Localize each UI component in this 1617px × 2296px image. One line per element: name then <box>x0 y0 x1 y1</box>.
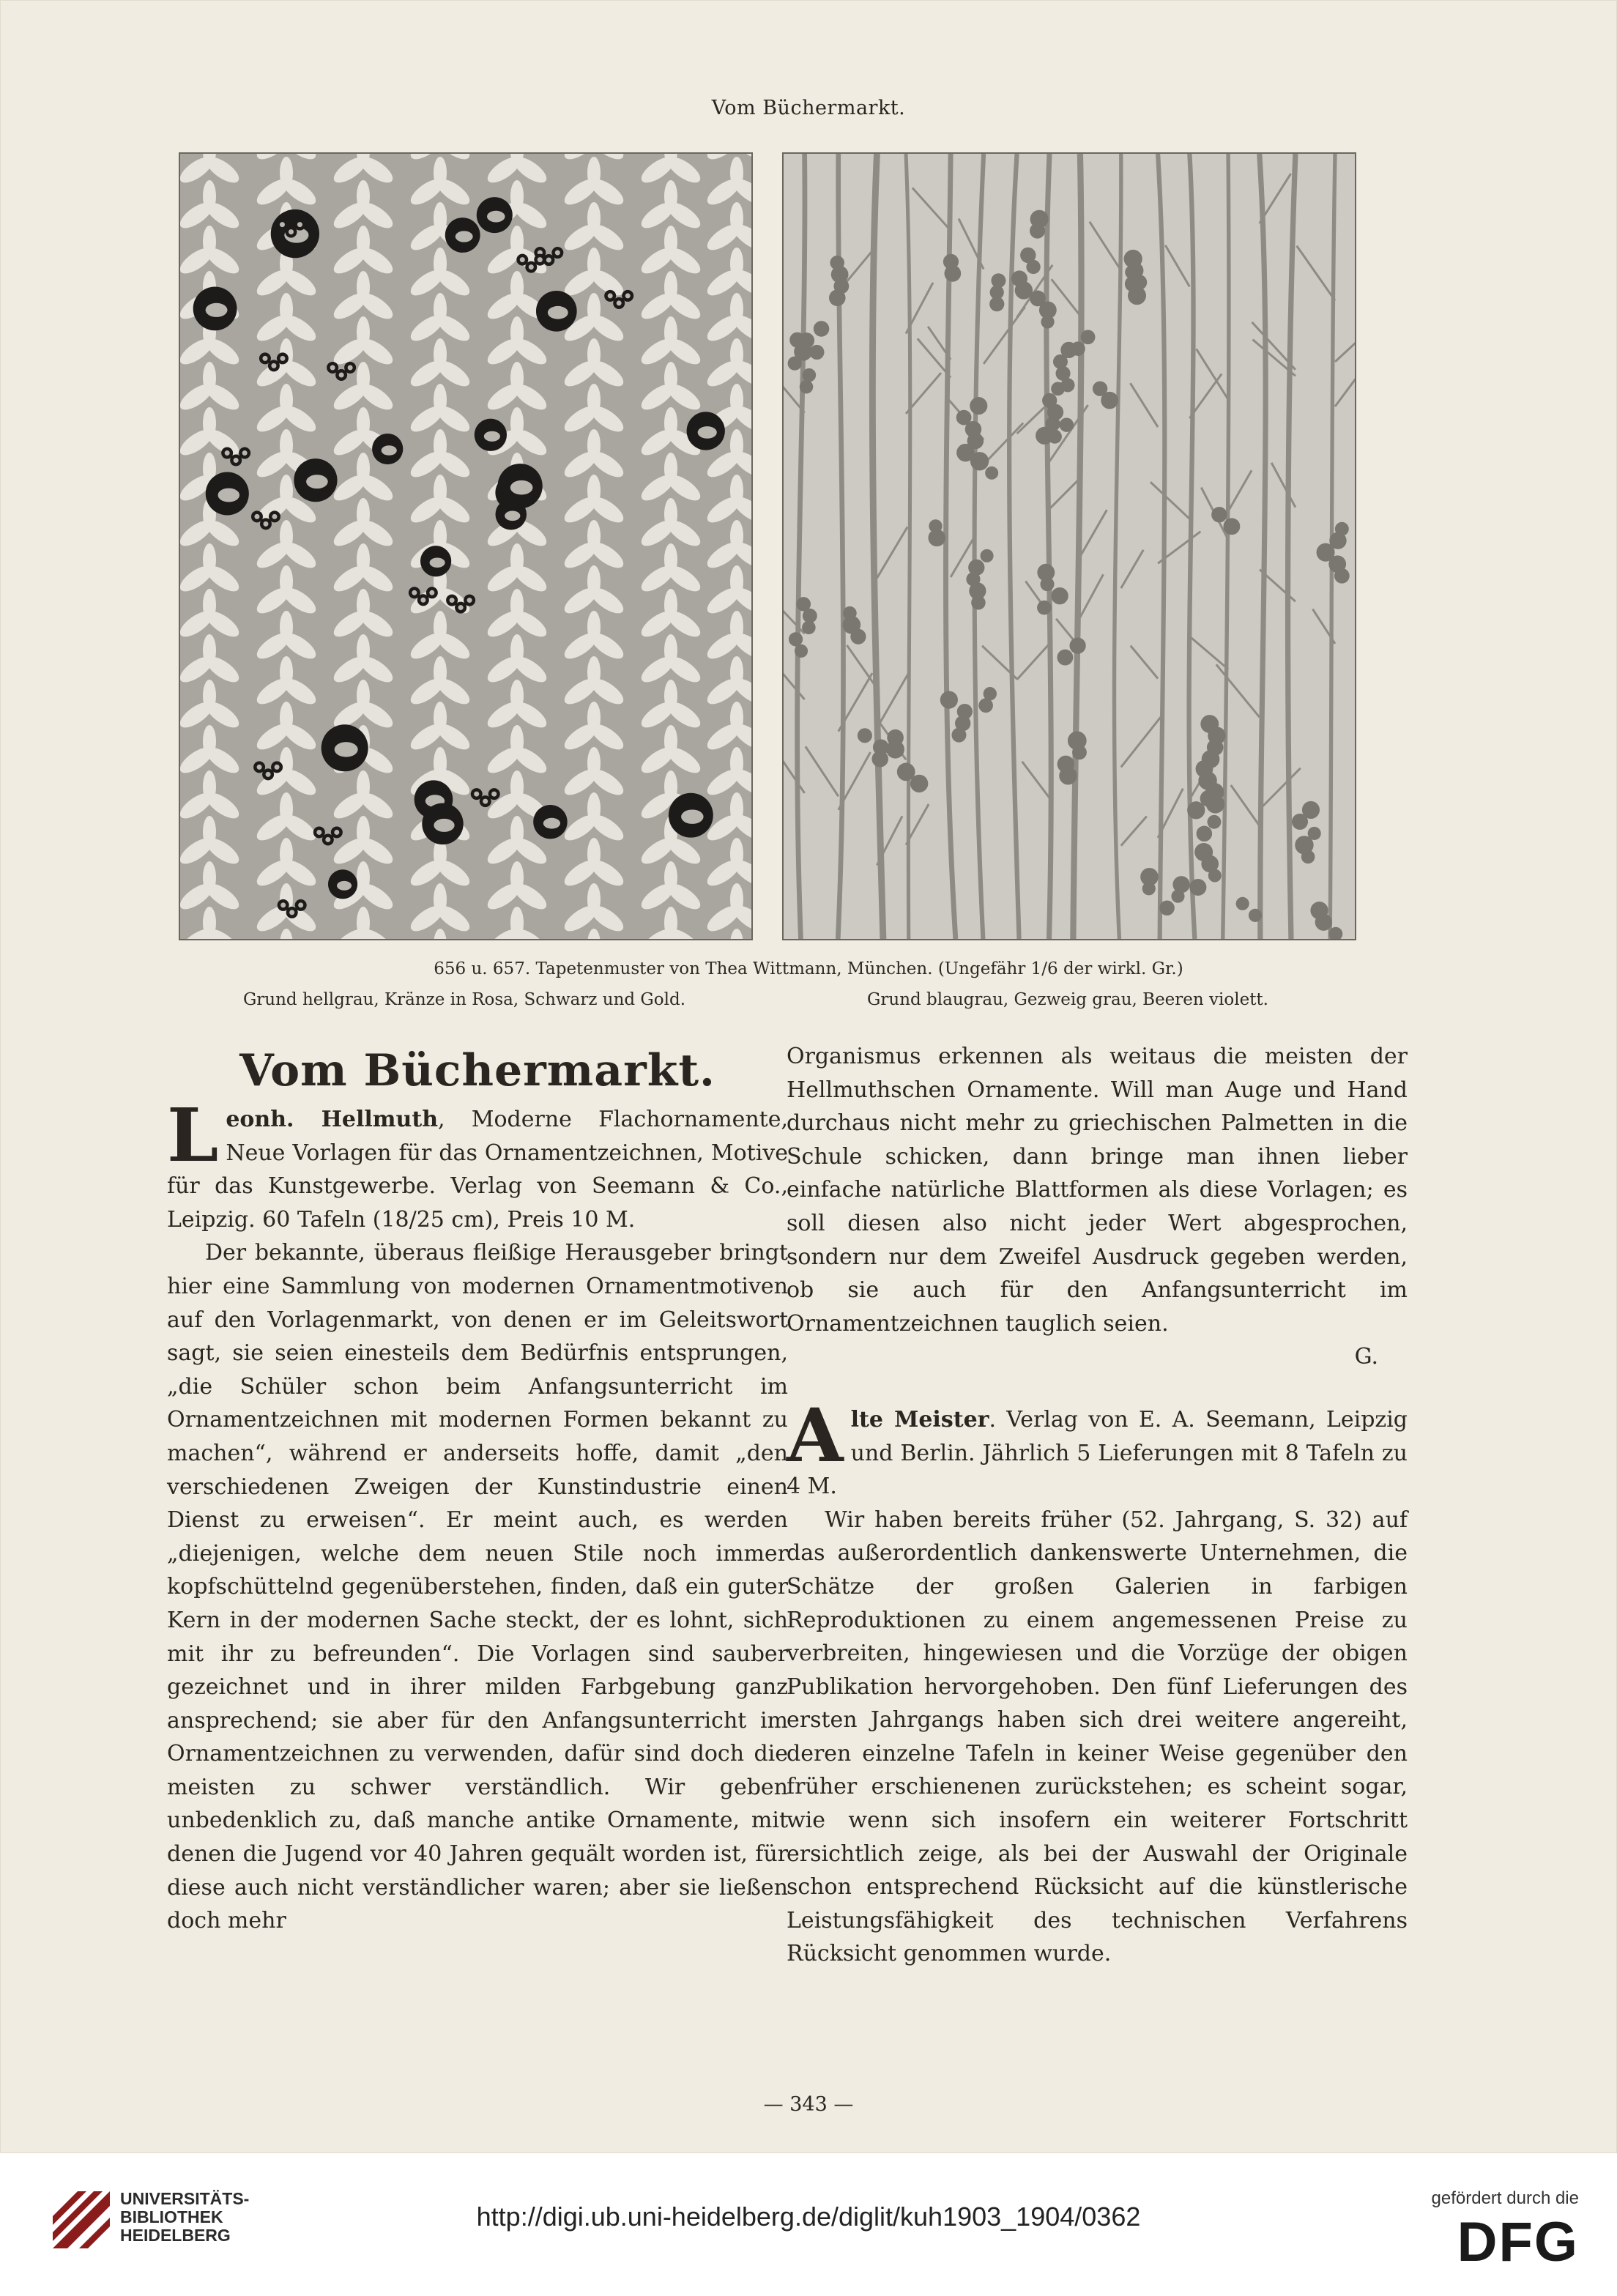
continuation-text: Organismus erkennen als weitaus die meisten der Hellmuthschen Ornamente. Will man Auge und Hand durchaus nicht mehr zu griechischen Palmetten in die Schule schicken, dann bringe man ihnen lieber einfache natürliche Blattformen als diese Vorlagen; es soll diesen also nicht jeder Wert abgesprochen, sondern nur dem Zweifel Ausdruck gegeben werden, ob sie auch für den Anfangsunterricht im Ornamentzeichnen tauglich seien. <box>787 1044 1408 1337</box>
library-line: HEIDELBERG <box>120 2226 231 2245</box>
berry-branch-pattern-illustration <box>784 154 1355 939</box>
review-hellmuth-continuation <box>787 1040 1408 1340</box>
review-author: lte Meister <box>850 1406 989 1433</box>
page-number: — 343 — <box>763 2093 854 2116</box>
library-line: BIBLIOTHEK <box>120 2207 223 2226</box>
review-bibliography: . Verlag von E. A. Seemann, Leipzig und Berlin. Jährlich 5 Lieferungen mit 8 Tafeln zu 4 M. <box>787 1406 1408 1500</box>
review-bibliography: , Moderne Flachornamente, Neue Vorlagen für das Ornamentzeichnen, Motive für das Kunstgewerbe. Verlag von Seemann & Co., Leipzig. 60 Tafeln (18/25 cm), Preis 10 M. <box>167 1107 788 1233</box>
signature-line <box>787 1340 1408 1374</box>
wallpaper-plate-656 <box>179 152 753 940</box>
library-line: UNIVERSITÄTS- <box>120 2189 250 2208</box>
text-column-left <box>167 1040 788 1938</box>
plate-caption: 656 u. 657. Tapetenmuster von Thea Wittmann, München. (Ungefähr 1/6 der wirkl. Gr.) <box>434 959 1183 978</box>
wreath-pattern-illustration <box>180 154 751 939</box>
plate-caption-right: Grund blaugrau, Gezweig grau, Beeren violett. <box>867 990 1268 1009</box>
wallpaper-plate-657 <box>782 152 1356 940</box>
text-column-right <box>787 1040 1408 1971</box>
funding-note: gefördert durch die <box>1431 2188 1579 2208</box>
digitization-footer <box>0 2153 1617 2296</box>
review-alte-meister-body: Wir haben bereits früher (52. Jahrgang, S. 32) auf das außerordentlich dankenswerte Unternehmen, die Schätze der großen Galerien in farbigen Reproduktionen zu einem angemessenen Preise zu verbreiten, hingewiesen und die Vorzüge der obigen Publikation hervorgehoben. Den fünf Lieferungen des ersten Jahrgangs haben sich drei weitere angereiht, deren einzelne Tafeln in keiner Weise gegenüber den früher erschienenen zurückstehen; es scheint sogar, wie wenn sich insofern ein weiterer Fortschritt ersichtlich zeige, als bei der Auswahl der Originale schon entsprechend Rücksicht auf die künstlerische Leistungsfähigkeit des technischen Verfahrens Rücksicht genommen wurde. <box>787 1506 1408 1967</box>
plate-caption-left: Grund hellgrau, Kränze in Rosa, Schwarz und Gold. <box>242 990 686 1009</box>
review-hellmuth-body: Der bekannte, überaus fleißige Herausgeber bringt hier eine Sammlung von modernen Ornamentmotiven auf den Vorlagenmarkt, von denen er im Geleitswort sagt, sie seien einesteils dem Bedürfnis entsprungen, „die Schüler schon beim Anfangsunterricht im Ornamentzeichnen mit modernen Formen bekannt zu machen“, während er anderseits hoffe, damit „den verschiedenen Zweigen der Kunstindustrie einen Dienst zu erweisen“. Er meint auch, es werden „diejenigen, welche dem neuen Stile noch immer kopfschüttelnd gegenüberstehen, finden, daß ein guter Kern in der modernen Sache steckt, der es lohnt, sich mit ihr zu befreunden“. Die Vorlagen sind sauber gezeichnet und in ihrer milden Farbgebung ganz ansprechend; sie aber für den Anfangsunterricht im Ornamentzeichnen zu verwenden, dafür sind doch die meisten zu schwer verständlich. Wir geben unbedenklich zu, daß manche antike Ornamente, mit denen die Jugend vor 40 Jahren gequält worden ist, für diese auch nicht verständlicher waren; aber sie ließen doch mehr <box>167 1240 788 1934</box>
review-author: eonh. Hellmuth <box>226 1107 439 1132</box>
running-head: Vom Büchermarkt. <box>711 97 906 119</box>
dfg-logo: DFG <box>1457 2211 1579 2273</box>
permalink-url[interactable]: http://digi.ub.uni-heidelberg.de/diglit/kuh1903_1904/0362 <box>476 2202 1141 2232</box>
drop-cap: A <box>787 1392 844 1479</box>
review-signature: G. <box>1354 1344 1378 1370</box>
drop-cap: L <box>167 1092 219 1178</box>
review-hellmuth-citation <box>167 1092 788 1236</box>
section-heading: Vom Büchermarkt. <box>239 1045 715 1096</box>
review-alte-meister-citation <box>787 1392 1408 1504</box>
